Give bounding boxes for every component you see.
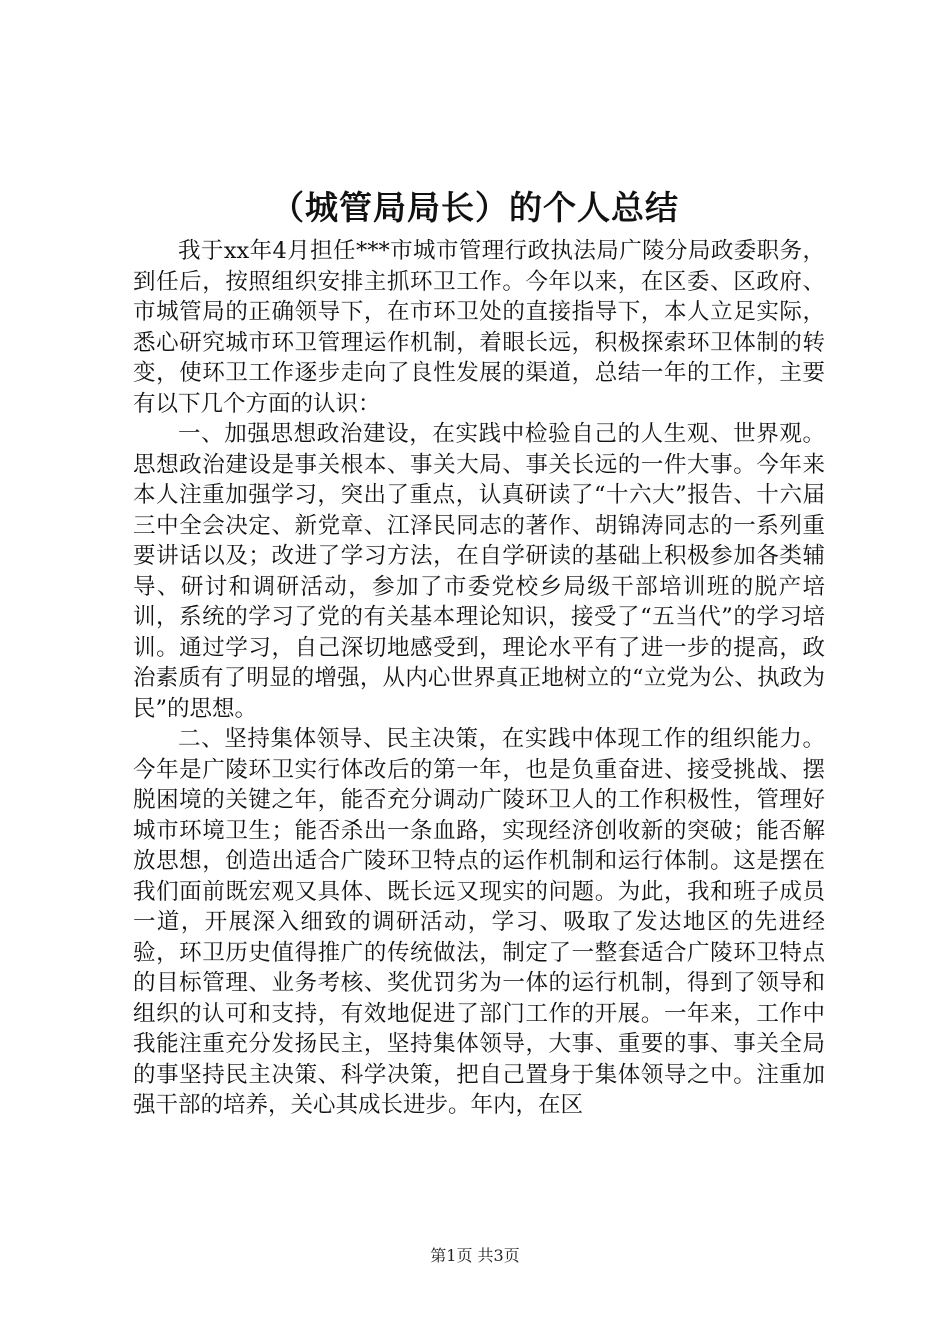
paragraph-intro: 我于xx年4月担任***市城市管理行政执法局广陵分局政委职务，到任后，按照组织安排主抓环卫工作。今年以来，在区委、区政府、市城管局的正确领导下，在市环卫处的直接指导下，本人立足实际，悉心研究城市环卫管理运作机制，着眼长远，积极探索环卫体制的转变，使环卫工作逐步走向了良性发展的渠道，总结一年的工作，主要有以下几个方面的认识： [133, 238, 825, 417]
document-title: （城管局局长）的个人总结 [271, 188, 679, 227]
paragraph-section-2: 二、坚持集体领导、民主决策，在实践中体现工作的组织能力。今年是广陵环卫实行体改后的第一年，也是负重奋进、接受挑战、摆脱困境的关键之年，能否充分调动广陵环卫人的工作积极性，管理好城市环境卫生；能否杀出一条血路，实现经济创收新的突破；能否解放思想，创造出适合广陵环卫特点的运作机制和运行体制。这是摆在我们面前既宏观又具体、既长远又现实的问题。为此，我和班子成员一道，开展深入细致的调研活动，学习、吸取了发达地区的先进经验，环卫历史值得推广的传统做法，制定了一整套适合广陵环卫特点的目标管理、业务考核、奖优罚劣为一体的运行机制，得到了领导和组织的认可和支持，有效地促进了部门工作的开展。一年来，工作中我能注重充分发扬民主，坚持集体领导，大事、重要的事、事关全局的事坚持民主决策、科学决策，把自己置身于集体领导之中。注重加强干部的培养，关心其成长进步。年内，在区 [133, 726, 825, 1118]
paragraph-section-1: 一、加强思想政治建设，在实践中检验自己的人生观、世界观。思想政治建设是事关根本、事关大局、事关长远的一件大事。今年来本人注重加强学习，突出了重点，认真研读了“十六大”报告、十六届三中全会决定、新党章、江泽民同志的著作、胡锦涛同志的一系列重要讲话以及；改进了学习方法，在自学研读的基础上积极参加各类辅导、研讨和调研活动，参加了市委党校乡局级干部培训班的脱产培训，系统的学习了党的有关基本理论知识，接受了“五当代”的学习培训。通过学习，自己深切地感受到，理论水平有了进一步的提高，政治素质有了明显的增强，从内心世界真正地树立的“立党为公、执政为民”的思想。 [133, 421, 825, 722]
page-footer: 第1页 共3页 [430, 1246, 520, 1265]
document-body [133, 236, 825, 1121]
